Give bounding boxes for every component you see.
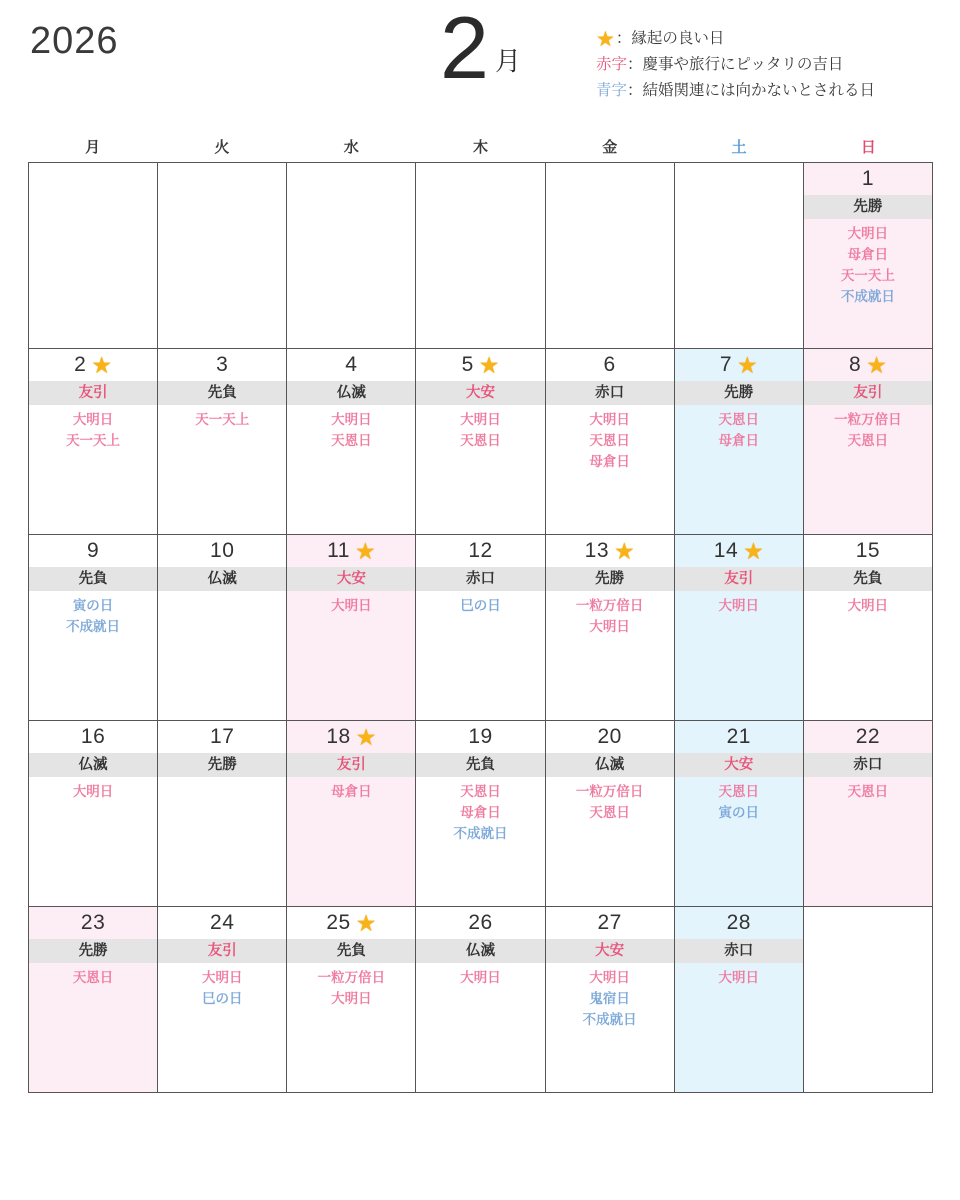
day-note: 寅の日	[718, 805, 760, 821]
day-number: 16	[80, 725, 106, 748]
rokuyo-label: 先勝	[158, 753, 286, 777]
weekday-label: 水	[343, 139, 359, 156]
day-notes	[546, 777, 674, 824]
day-number-row	[158, 535, 286, 567]
day-notes	[675, 405, 803, 452]
day-notes	[287, 591, 415, 617]
day-cell[interactable]	[158, 907, 287, 1093]
day-notes	[416, 777, 544, 845]
day-number-row	[29, 535, 157, 567]
day-notes	[158, 963, 286, 1010]
day-number-row	[675, 721, 803, 753]
star-icon: ★	[355, 909, 377, 936]
day-number-row	[287, 535, 415, 567]
day-notes	[546, 591, 674, 638]
star-icon: ★	[91, 351, 112, 378]
rokuyo-label: 友引	[287, 753, 415, 777]
day-number: 5	[461, 353, 474, 376]
rokuyo-label: 大安	[546, 939, 674, 963]
day-note: 寅の日	[72, 598, 114, 614]
day-note: 天恩日	[589, 433, 630, 449]
day-number: 3	[216, 353, 229, 376]
day-cell[interactable]	[287, 535, 416, 721]
day-notes	[29, 777, 157, 803]
day-number: 14	[713, 539, 739, 562]
day-cell[interactable]	[416, 535, 545, 721]
day-cell[interactable]	[675, 907, 804, 1093]
day-number: 27	[597, 911, 622, 934]
day-number-row	[416, 535, 544, 567]
day-notes	[804, 405, 932, 452]
day-number-row	[287, 349, 415, 381]
weekday-label: 木	[472, 139, 488, 156]
day-number-row	[675, 535, 803, 567]
day-number-row	[29, 721, 157, 753]
day-cell[interactable]	[546, 721, 675, 907]
rokuyo-label: 赤口	[675, 939, 803, 963]
rokuyo-label: 大安	[416, 381, 544, 405]
day-notes	[675, 591, 803, 617]
day-note: 天恩日	[72, 970, 114, 986]
day-cell-empty	[675, 163, 804, 349]
day-note: 鬼宿日	[589, 991, 630, 1007]
legend-text: ：慶事や旅行にピッタリの吉日	[627, 56, 844, 73]
month-title	[440, 0, 521, 97]
day-cell[interactable]	[804, 721, 933, 907]
day-number-row	[804, 721, 932, 753]
calendar-grid	[28, 162, 933, 1093]
legend-text: ：縁起の良い日	[615, 30, 725, 47]
day-number: 12	[468, 539, 493, 562]
day-number: 9	[86, 539, 100, 562]
day-cell[interactable]	[804, 163, 933, 349]
day-note: 天恩日	[847, 433, 889, 449]
day-note: 天恩日	[460, 433, 501, 449]
day-number: 21	[726, 725, 751, 748]
rokuyo-label: 友引	[804, 381, 932, 405]
day-note: 大明日	[847, 598, 889, 614]
day-note: 一粒万倍日	[575, 598, 644, 614]
day-note: 大明日	[460, 412, 501, 428]
star-icon: ★	[737, 351, 758, 378]
day-cell[interactable]	[804, 535, 933, 721]
day-cell-empty	[546, 163, 675, 349]
day-cell[interactable]	[546, 535, 675, 721]
day-cell[interactable]	[287, 721, 416, 907]
day-notes	[416, 405, 544, 452]
day-cell[interactable]	[416, 907, 545, 1093]
day-note: 不成就日	[66, 619, 121, 635]
day-notes	[29, 405, 157, 452]
legend-row	[596, 52, 875, 78]
day-note: 天恩日	[331, 433, 372, 449]
day-number-row	[416, 721, 544, 753]
day-cell[interactable]	[158, 349, 287, 535]
day-note: 天恩日	[718, 784, 760, 800]
rokuyo-label: 赤口	[804, 753, 932, 777]
day-notes	[287, 405, 415, 452]
day-number: 2	[74, 353, 87, 376]
legend-row	[596, 26, 875, 52]
day-cell-empty	[158, 163, 287, 349]
day-note: 天恩日	[847, 784, 889, 800]
day-number-row	[287, 721, 415, 753]
day-notes	[416, 591, 544, 617]
day-cell[interactable]	[29, 535, 158, 721]
day-number-row	[804, 163, 932, 195]
day-note: 天一天上	[195, 412, 250, 428]
day-note: 一粒万倍日	[317, 970, 386, 986]
day-number: 18	[326, 725, 351, 748]
rokuyo-label: 先勝	[675, 381, 803, 405]
day-number: 25	[326, 911, 351, 934]
rokuyo-label: 赤口	[546, 381, 674, 405]
day-notes	[675, 963, 803, 989]
day-note: 母倉日	[718, 433, 760, 449]
day-note: 大明日	[331, 991, 372, 1007]
rokuyo-label: 先負	[29, 567, 157, 591]
weekday-label: 月	[85, 139, 101, 156]
star-icon: ★	[596, 27, 615, 51]
day-notes	[804, 591, 932, 617]
day-number: 13	[584, 539, 609, 562]
day-cell[interactable]	[158, 535, 287, 721]
day-notes	[546, 405, 674, 473]
rokuyo-label: 仏滅	[29, 753, 157, 777]
day-number: 20	[597, 725, 622, 748]
day-note: 巳の日	[201, 991, 243, 1007]
rokuyo-label: 先負	[158, 381, 286, 405]
calendar-header	[0, 0, 960, 130]
day-number-row	[804, 349, 932, 381]
day-number-row	[158, 349, 286, 381]
day-note: 大明日	[589, 619, 630, 635]
rokuyo-label: 先負	[804, 567, 932, 591]
day-cell[interactable]	[287, 907, 416, 1093]
star-icon: ★	[743, 537, 764, 564]
day-number-row	[29, 349, 157, 381]
weekday-label: 金	[602, 139, 618, 156]
day-note: 巳の日	[460, 598, 501, 614]
rokuyo-label: 赤口	[416, 567, 544, 591]
day-notes	[416, 963, 544, 989]
day-number: 8	[849, 353, 862, 376]
star-icon: ★	[866, 351, 887, 378]
day-cell[interactable]	[158, 721, 287, 907]
star-icon: ★	[614, 537, 635, 564]
day-note: 大明日	[331, 412, 372, 428]
day-number-row	[287, 907, 415, 939]
day-notes	[804, 777, 932, 803]
day-number: 7	[719, 353, 733, 376]
legend-text: ：結婚関連には向かないとされる日	[627, 82, 876, 99]
rokuyo-label: 仏滅	[287, 381, 415, 405]
day-notes	[287, 963, 415, 1010]
day-note: 大明日	[72, 412, 114, 428]
day-note: 大明日	[589, 412, 630, 428]
day-number: 10	[210, 539, 235, 562]
day-cell[interactable]	[675, 535, 804, 721]
weekday-header	[28, 136, 933, 162]
day-number: 28	[726, 911, 751, 934]
day-number: 23	[80, 911, 106, 934]
day-cell-empty	[287, 163, 416, 349]
day-note: 大明日	[460, 970, 501, 986]
day-note: 母倉日	[460, 805, 501, 821]
day-cell[interactable]	[546, 349, 675, 535]
rokuyo-label: 友引	[675, 567, 803, 591]
day-number: 26	[468, 911, 493, 934]
day-number: 15	[855, 539, 881, 562]
day-notes	[287, 777, 415, 803]
day-note: 天恩日	[589, 805, 630, 821]
day-notes	[29, 591, 157, 638]
legend	[596, 26, 875, 104]
rokuyo-label: 大安	[287, 567, 415, 591]
rokuyo-label: 仏滅	[416, 939, 544, 963]
day-cell-empty	[29, 163, 158, 349]
day-notes	[158, 777, 286, 782]
legend-key: 赤字	[596, 56, 628, 73]
day-notes	[546, 963, 674, 1031]
day-note: 大明日	[331, 598, 372, 614]
day-cell-empty	[804, 907, 933, 1093]
day-cell-empty	[416, 163, 545, 349]
day-note: 不成就日	[840, 288, 895, 304]
day-cell[interactable]	[416, 721, 545, 907]
day-note: 不成就日	[453, 825, 508, 841]
day-notes	[804, 219, 932, 308]
weekday-label: 火	[214, 139, 230, 156]
day-note: 母倉日	[331, 784, 372, 800]
rokuyo-label: 友引	[158, 939, 286, 963]
legend-row	[596, 78, 875, 104]
day-note: 天恩日	[460, 784, 501, 800]
day-notes	[158, 591, 286, 596]
rokuyo-label: 先勝	[29, 939, 157, 963]
day-cell[interactable]	[675, 721, 804, 907]
day-cell[interactable]	[546, 907, 675, 1093]
day-number: 24	[210, 911, 235, 934]
day-number-row	[29, 907, 157, 939]
day-note: 大明日	[72, 784, 114, 800]
day-number-row	[546, 721, 674, 753]
day-notes	[29, 963, 157, 989]
day-note: 一粒万倍日	[834, 412, 902, 428]
rokuyo-label: 先勝	[804, 195, 932, 219]
rokuyo-label: 友引	[29, 381, 157, 405]
rokuyo-label: 先負	[287, 939, 415, 963]
day-cell[interactable]	[804, 349, 933, 535]
day-number-row	[546, 535, 674, 567]
year-label: 2026	[30, 20, 119, 62]
month-kanji: 月	[494, 45, 521, 76]
day-note: 天一天上	[66, 433, 121, 449]
star-icon: ★	[354, 537, 376, 564]
calendar	[28, 136, 933, 1093]
day-cell[interactable]	[675, 349, 804, 535]
day-note: 天恩日	[718, 412, 760, 428]
day-number-row	[416, 907, 544, 939]
day-note: 母倉日	[847, 247, 889, 263]
day-note: 大明日	[718, 598, 760, 614]
day-number: 22	[855, 725, 881, 748]
day-note: 母倉日	[589, 453, 630, 469]
day-note: 一粒万倍日	[575, 784, 644, 800]
day-number-row	[804, 535, 932, 567]
day-number: 1	[861, 167, 874, 190]
day-number-row	[675, 907, 803, 939]
day-cell[interactable]	[29, 349, 158, 535]
day-number-row	[546, 349, 674, 381]
rokuyo-label: 仏滅	[546, 753, 674, 777]
legend-key: 青字	[596, 82, 628, 99]
weekday-label: 土	[731, 139, 747, 156]
day-number-row	[546, 907, 674, 939]
day-number: 11	[327, 539, 350, 562]
rokuyo-label: 先勝	[546, 567, 674, 591]
day-number: 17	[210, 725, 235, 748]
day-note: 天一天上	[840, 267, 895, 283]
rokuyo-label: 先負	[416, 753, 544, 777]
day-number-row	[158, 721, 286, 753]
day-notes	[675, 777, 803, 824]
weekday-label: 日	[860, 139, 876, 156]
day-note: 大明日	[201, 970, 243, 986]
day-notes	[158, 405, 286, 431]
day-note: 大明日	[847, 226, 889, 242]
rokuyo-label: 大安	[675, 753, 803, 777]
day-number: 4	[345, 353, 358, 376]
day-number-row	[675, 349, 803, 381]
star-icon: ★	[355, 723, 377, 750]
day-note: 大明日	[589, 970, 630, 986]
month-number: 2	[440, 0, 489, 97]
day-note: 大明日	[718, 970, 760, 986]
day-cell[interactable]	[287, 349, 416, 535]
day-cell[interactable]	[29, 721, 158, 907]
day-number: 6	[603, 353, 616, 376]
day-cell[interactable]	[29, 907, 158, 1093]
day-cell[interactable]	[416, 349, 545, 535]
day-number-row	[416, 349, 544, 381]
rokuyo-label: 仏滅	[158, 567, 286, 591]
day-number: 19	[468, 725, 493, 748]
day-note: 不成就日	[582, 1011, 637, 1027]
day-number-row	[158, 907, 286, 939]
star-icon: ★	[478, 351, 500, 378]
